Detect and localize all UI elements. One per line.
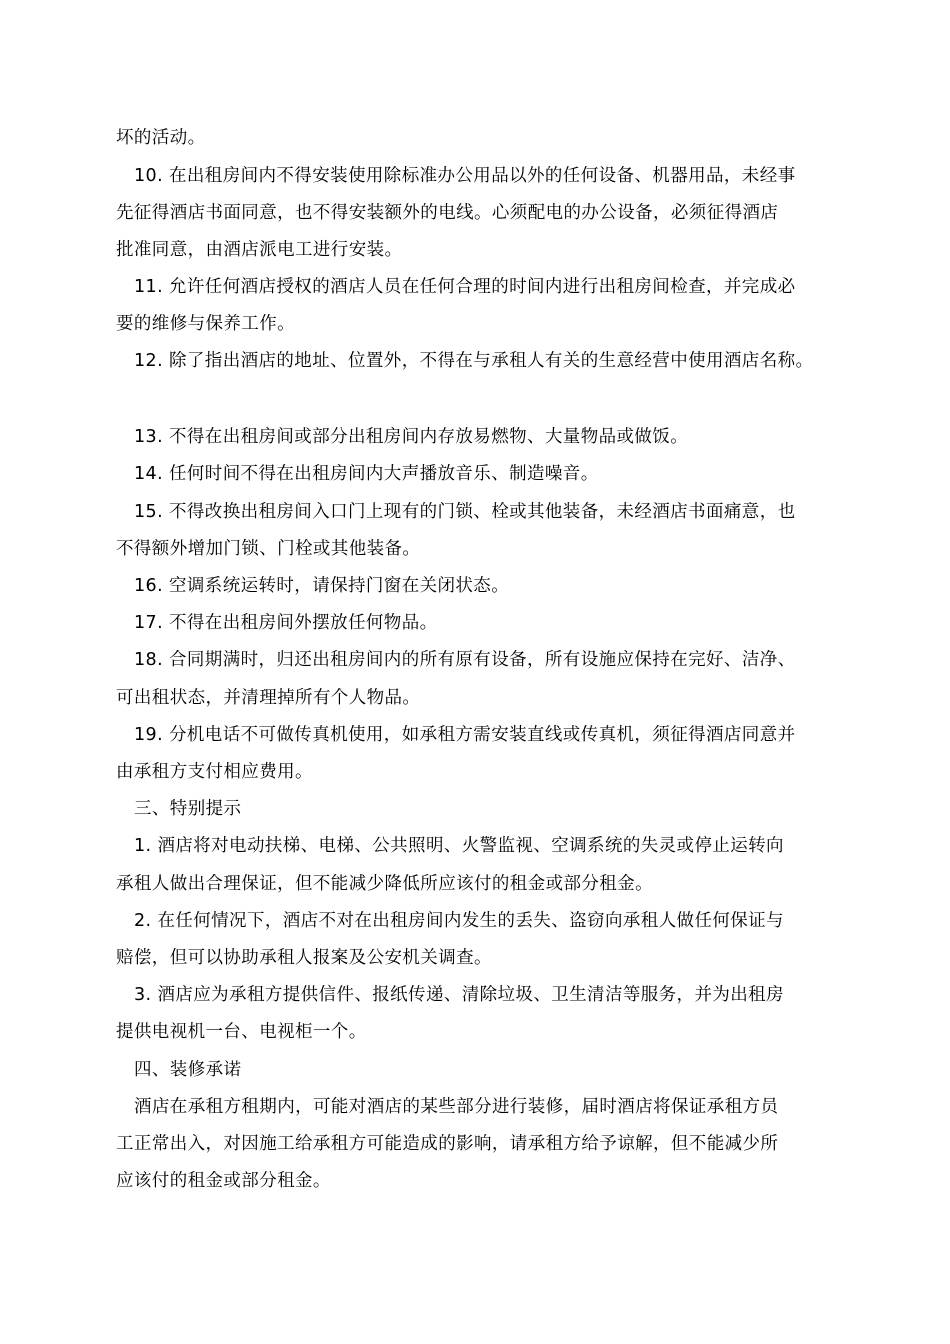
text-line: 10. 在出租房间内不得安装使用除标准办公用品以外的任何设备、机器用品，未经事 [134, 166, 796, 186]
text-line: 19. 分机电话不可做传真机使用，如承租方需安装直线或传真机，须征得酒店同意并 [134, 725, 796, 745]
text-line: 坏的活动。 [116, 128, 206, 148]
text-line: 提供电视机一台、电视柜一个。 [116, 1022, 367, 1042]
text-line: 不得额外增加门锁、门栓或其他装备。 [116, 539, 421, 559]
text-line: 16. 空调系统运转时，请保持门窗在关闭状态。 [134, 576, 510, 596]
text-line: 14. 任何时间不得在出租房间内大声播放音乐、制造噪音。 [134, 464, 599, 484]
text-line: 赔偿，但可以协助承租人报案及公安机关调查。 [116, 948, 492, 968]
text-line: 批准同意，由酒店派电工进行安装。 [116, 240, 403, 260]
text-line: 先征得酒店书面同意，也不得安装额外的电线。心须配电的办公设备，必须征得酒店 [116, 203, 779, 223]
text-line: 工正常出入，对因施工给承租方可能造成的影响，请承租方给予谅解，但不能减少所 [116, 1134, 779, 1154]
text-line: 2. 在任何情况下，酒店不对在出租房间内发生的丢失、盗窃向承租人做任何保证与 [134, 911, 784, 931]
text-line: 12. 除了指出酒店的地址、位置外，不得在与承租人有关的生意经营中使用酒店名称。 [134, 351, 814, 371]
section-heading: 三、特别提示 [134, 799, 242, 819]
text-line: 3. 酒店应为承租方提供信件、报纸传递、清除垃圾、卫生清洁等服务，并为出租房 [134, 985, 784, 1005]
text-line: 13. 不得在出租房间或部分出租房间内存放易燃物、大量物品或做饭。 [134, 427, 689, 447]
text-line: 17. 不得在出租房间外摆放任何物品。 [134, 613, 438, 633]
text-line: 应该付的租金或部分租金。 [116, 1171, 331, 1191]
text-line: 酒店在承租方租期内，可能对酒店的某些部分进行装修，届时酒店将保证承租方员 [134, 1097, 779, 1117]
text-line: 1. 酒店将对电动扶梯、电梯、公共照明、火警监视、空调系统的失灵或停止运转向 [134, 836, 784, 856]
text-line: 15. 不得改换出租房间入口门上现有的门锁、栓或其他装备，未经酒店书面痛意，也 [134, 502, 796, 522]
text-line: 承租人做出合理保证，但不能减少降低所应该付的租金或部分租金。 [116, 874, 653, 894]
text-line: 可出租状态，并清理掉所有个人物品。 [116, 688, 421, 708]
text-line: 要的维修与保养工作。 [116, 314, 295, 334]
text-line: 由承租方支付相应费用。 [116, 762, 313, 782]
text-line: 18. 合同期满时，归还出租房间内的所有原有设备，所有设施应保持在完好、洁净、 [134, 650, 796, 670]
section-heading: 四、装修承诺 [134, 1060, 242, 1080]
text-line: 11. 允许任何酒店授权的酒店人员在任何合理的时间内进行出租房间检查，并完成必 [134, 277, 796, 297]
